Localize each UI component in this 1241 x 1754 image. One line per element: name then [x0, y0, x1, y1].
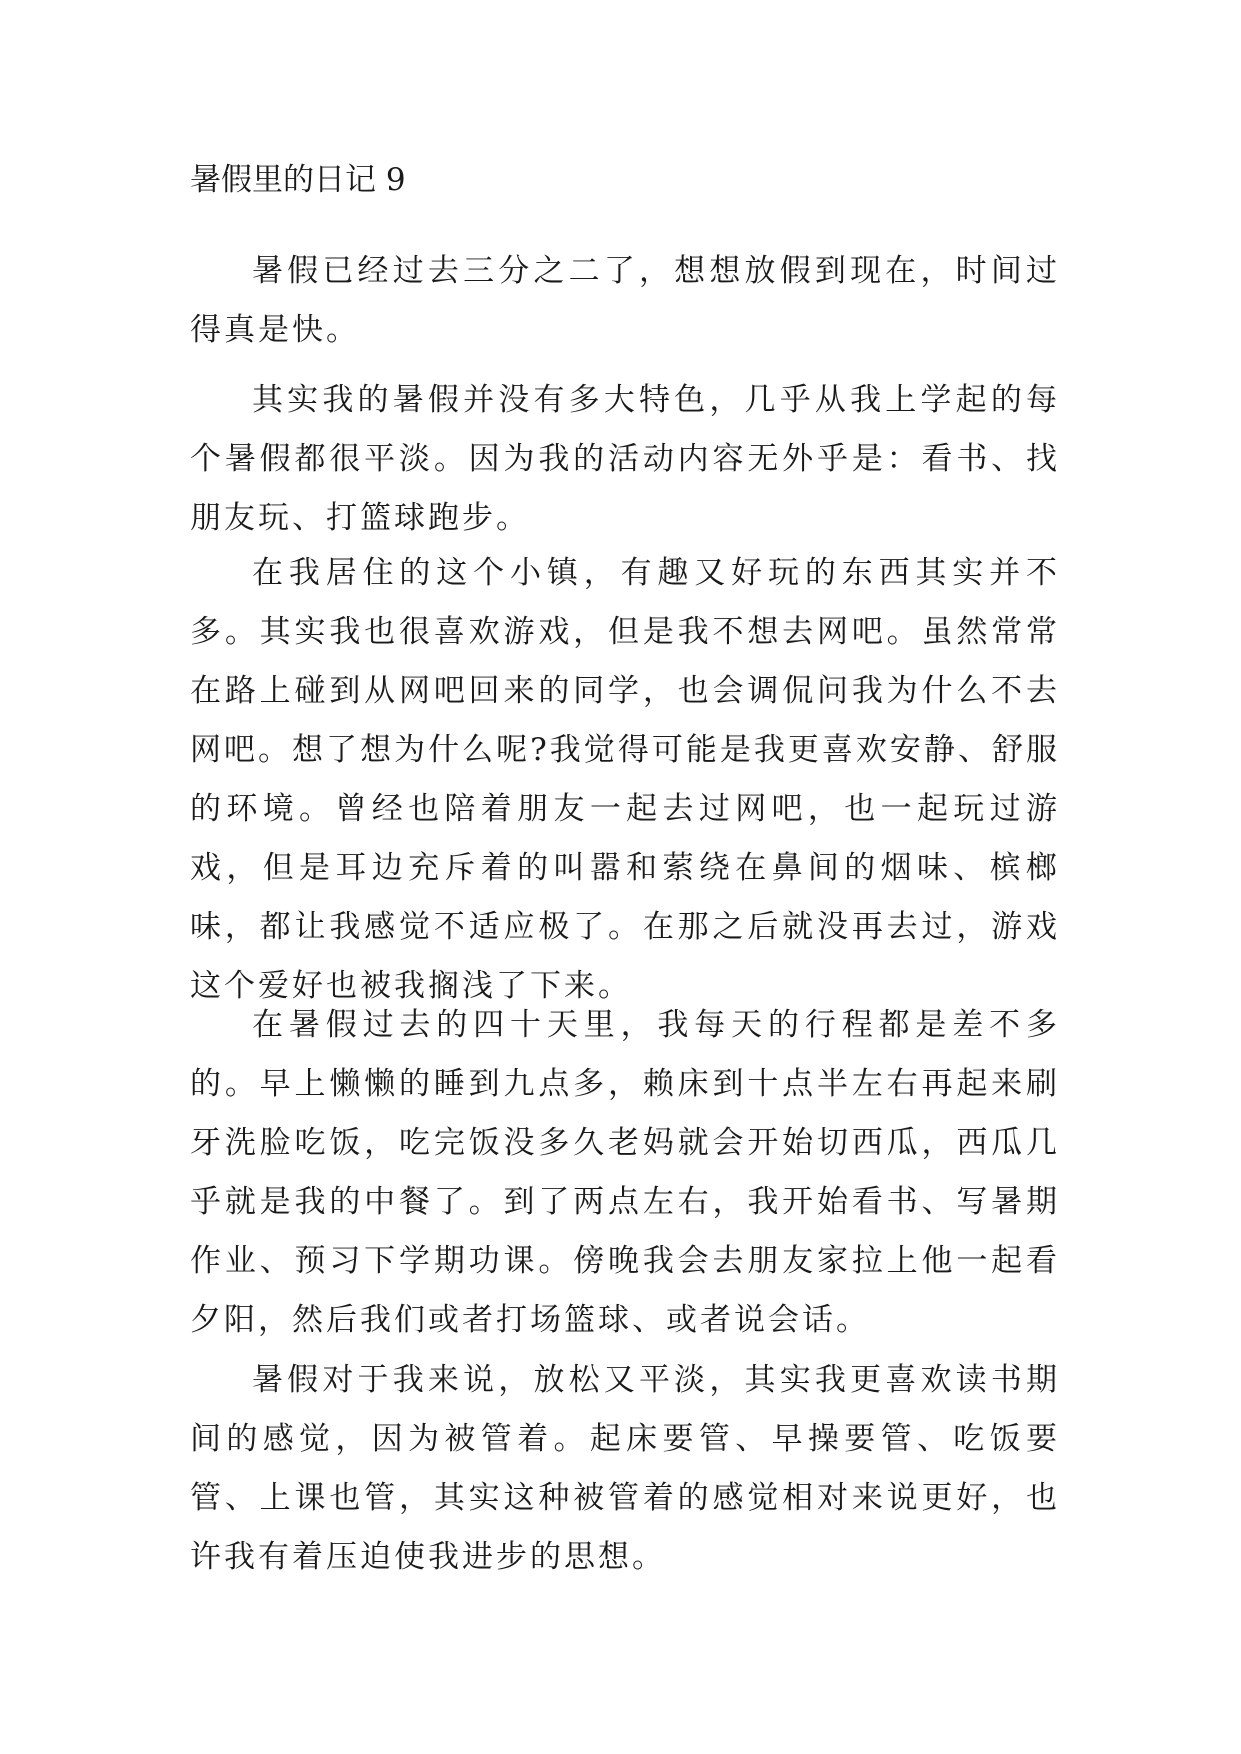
paragraph-4: 在暑假过去的四十天里，我每天的行程都是差不多的。早上懒懒的睡到九点多，赖床到十点半左右再起来刷牙洗脸吃饭，吃完饭没多久老妈就会开始切西瓜，西瓜几乎就是我的中餐了。到了两点左右，我开始看书、写暑期作业、预习下学期功课。傍晚我会去朋友家拉上他一起看夕阳，然后我们或者打场篮球、或者说会话。	[190, 1007, 1060, 1338]
paragraph-2: 其实我的暑假并没有多大特色，几乎从我上学起的每个暑假都很平淡。因为我的活动内容无外乎是：看书、找朋友玩、打篮球跑步。	[190, 382, 1060, 536]
paragraph-1: 暑假已经过去三分之二了，想想放假到现在，时间过得真是快。	[190, 253, 1060, 348]
paragraph-5: 暑假对于我来说，放松又平淡，其实我更喜欢读书期间的感觉，因为被管着。起床要管、早操要管、吃饭要管、上课也管，其实这种被管着的感觉相对来说更好，也许我有着压迫使我进步的思想。	[190, 1362, 1060, 1575]
paragraph-3: 在我居住的这个小镇，有趣又好玩的东西其实并不多。其实我也很喜欢游戏，但是我不想去网吧。虽然常常在路上碰到从网吧回来的同学，也会调侃问我为什么不去网吧。想了想为什么呢?我觉得可能是我更喜欢安静、舒服的环境。曾经也陪着朋友一起去过网吧，也一起玩过游戏，但是耳边充斥着的叫嚣和萦绕在鼻间的烟味、槟榔味，都让我感觉不适应极了。在那之后就没再去过，游戏这个爱好也被我搁浅了下来。	[190, 555, 1060, 1004]
document-title: 暑假里的日记 9	[190, 162, 406, 198]
